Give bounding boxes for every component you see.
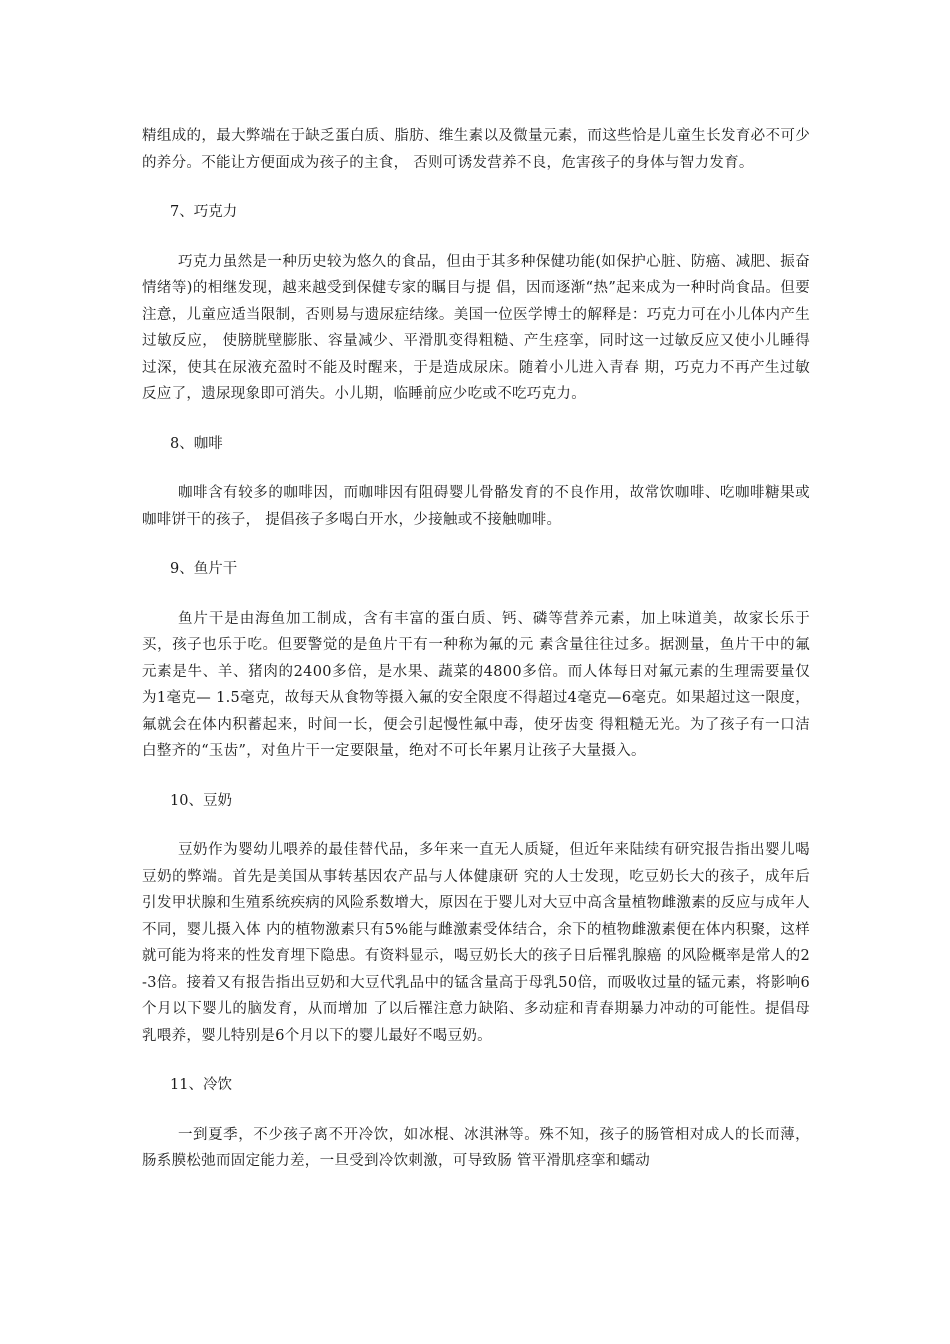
spacer: [142, 408, 810, 431]
section-9-paragraph: 鱼片干是由海鱼加工制成，含有丰富的蛋白质、钙、磷等营养元素，加上味道美，故家长乐于买，孩子也乐于吃。但要警觉的是鱼片干有一种称为氟的元 素含量往往过多。据测量，鱼片干中的氟元素是牛、羊、猪肉的2400多倍，是水果、蔬菜的4800多倍。而人体每日对氟元素的生理需要量仅为1毫克— 1.5毫克，故每天从食物等摄入氟的安全限度不得超过4毫克—6毫克。如果超过这一限度，氟就会在体内积蓄起来，时间一长，便会引起慢性氟中毒，使牙齿变 得粗糙无光。为了孩子有一口洁白整齐的“玉齿”，对鱼片干一定要限量，绝对不可长年累月让孩子大量摄入。: [142, 610, 810, 759]
spacer: [142, 176, 810, 199]
section-11-paragraph: 一到夏季，不少孩子离不开冷饮，如冰棍、冰淇淋等。殊不知，孩子的肠管相对成人的长而薄，肠系膜松弛而固定能力差，一旦受到冷饮刺激，可导致肠 管平滑肌痉挛和蠕动: [142, 1126, 810, 1169]
section-7-heading: 7、巧克力: [170, 204, 238, 220]
intro-paragraph: 精组成的，最大弊端在于缺乏蛋白质、脂肪、维生素以及微量元素，而这些恰是儿童生长发育必不可少的养分。不能让方便面成为孩子的主食， 否则可诱发营养不良，危害孩子的身体与智力发育。: [142, 128, 810, 171]
spacer: [142, 583, 810, 606]
section-9-heading: 9、鱼片干: [170, 561, 238, 577]
spacer: [142, 457, 810, 480]
spacer: [142, 1099, 810, 1122]
section-8-heading: 8、咖啡: [170, 435, 223, 452]
spacer: [142, 226, 810, 249]
spacer: [142, 1049, 810, 1072]
spacer: [142, 814, 810, 837]
spacer: [142, 533, 810, 556]
section-10-paragraph: 豆奶作为婴幼儿喂养的最佳替代品，多年来一直无人质疑，但近年来陆续有研究报告指出婴儿喝豆奶的弊端。首先是美国从事转基因农产品与人体健康研 究的人士发现，吃豆奶长大的孩子，成年后引发甲状腺和生殖系统疾病的风险系数增大，原因在于婴儿对大豆中高含量植物雌激素的反应与成年人不同，婴儿摄入体 内的植物激素只有5%能与雌激素受体结合，余下的植物雌激素便在体内积聚，这样就可能为将来的性发育埋下隐患。有资料显示，喝豆奶长大的孩子日后罹乳腺癌 的风险概率是常人的2-3倍。接着又有报告指出豆奶和大豆代乳品中的锰含量高于母乳50倍，而吸收过量的锰元素，将影响6个月以下婴儿的脑发育，从而增加 了以后罹注意力缺陷、多动症和青春期暴力冲动的可能性。提倡母乳喂养，婴儿特别是6个月以下的婴儿最好不喝豆奶。: [142, 842, 810, 1044]
document-page: [142, 123, 810, 1175]
section-7-paragraph: 巧克力虽然是一种历史较为悠久的食品，但由于其多种保健功能(如保护心脏、防癌、减肥、振奋情绪等)的相继发现，越来越受到保健专家的瞩目与提 倡，因而逐渐“热”起来成为一种时尚食品。但要注意，儿童应适当限制，否则易与遗尿症结缘。美国一位医学博士的解释是：巧克力可在小儿体内产生过敏反应， 使膀胱壁膨胀、容量减少、平滑肌变得粗糙、产生痉挛，同时这一过敏反应又使小儿睡得过深，使其在尿液充盈时不能及时醒来，于是造成尿床。随着小儿进入青春 期，巧克力不再产生过敏反应了，遗尿现象即可消失。小儿期，临睡前应少吃或不吃巧克力。: [142, 253, 810, 402]
spacer: [142, 765, 810, 788]
section-11-heading: 11、冷饮: [170, 1077, 232, 1093]
section-8-paragraph: 咖啡含有较多的咖啡因，而咖啡因有阻碍婴儿骨骼发育的不良作用，故常饮咖啡、吃咖啡糖果或咖啡饼干的孩子， 提倡孩子多喝白开水，少接触或不接触咖啡。: [142, 485, 810, 528]
section-10-heading: 10、豆奶: [170, 792, 232, 809]
